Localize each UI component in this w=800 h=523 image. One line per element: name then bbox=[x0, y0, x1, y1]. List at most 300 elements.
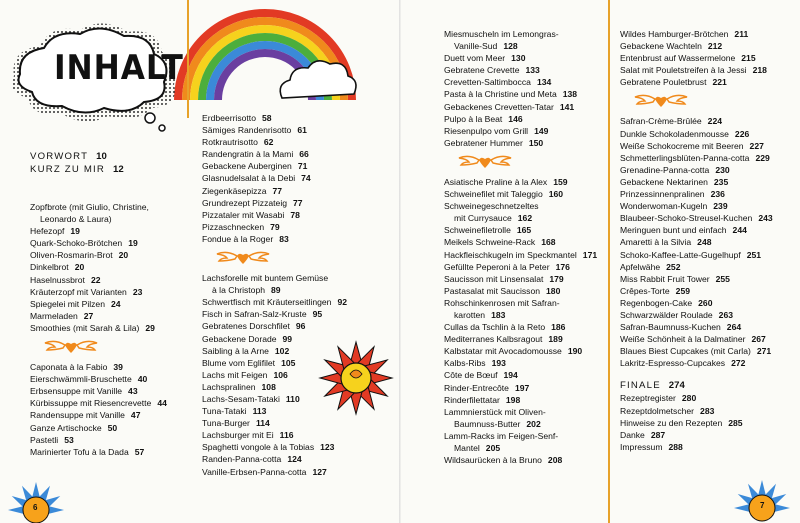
toc-entry-title: Salat mit Pouletstreifen à la Jessi bbox=[620, 65, 747, 76]
toc-entry-title: Crêpes-Torte bbox=[620, 285, 670, 296]
toc-entry-title: Marinierter Tofu à la Dada bbox=[30, 446, 129, 457]
toc-entry[interactable] bbox=[202, 417, 392, 429]
toc-entry-title: Blaubeer-Schoko-Streusel-Kuchen bbox=[620, 213, 753, 224]
toc-entry-page: 123 bbox=[320, 442, 335, 453]
page-number-left: 6 bbox=[33, 503, 38, 512]
toc-entry-page: 212 bbox=[707, 41, 723, 52]
toc-entry-title: Mantel bbox=[454, 443, 480, 453]
toc-entry-title: Grenadine-Panna-cotta bbox=[620, 164, 710, 175]
toc-entry-title: Meringuen bunt und einfach bbox=[620, 225, 727, 236]
toc-entry[interactable] bbox=[444, 224, 609, 236]
toc-entry-title: Hefezopf bbox=[30, 226, 65, 237]
toc-entry-title: Haselnussbrot bbox=[30, 274, 85, 285]
toc-entry[interactable] bbox=[444, 137, 609, 149]
toc-entry[interactable] bbox=[444, 273, 609, 285]
toc-entry-title: Quark-Schoko-Brötchen bbox=[30, 238, 123, 249]
toc-entry-title: Safran-Crème-Brûlée bbox=[620, 116, 702, 127]
toc-entry-page: 160 bbox=[548, 189, 564, 200]
toc-entry-title: Zopfbrote (mit Giulio, Christine, bbox=[30, 202, 149, 212]
toc-entry[interactable] bbox=[202, 148, 392, 160]
toc-entry-page: 227 bbox=[749, 140, 764, 151]
toc-entry-page: 287 bbox=[650, 429, 666, 440]
toc-entry-title: Ziegenkäsepizza bbox=[202, 185, 267, 196]
toc-entry-page: 20 bbox=[74, 262, 85, 273]
toc-entry-page: 272 bbox=[731, 358, 746, 369]
toc-column-3 bbox=[444, 28, 609, 466]
toc-entry[interactable] bbox=[620, 115, 798, 127]
toc-entry-page: 133 bbox=[525, 65, 540, 76]
toc-column-2 bbox=[202, 112, 392, 478]
toc-entry-title: Sämiges Randenrisotto bbox=[202, 125, 292, 136]
toc-entry-page: 124 bbox=[287, 454, 302, 465]
toc-entry[interactable] bbox=[444, 212, 609, 224]
toc-entry[interactable] bbox=[202, 320, 392, 332]
toc-entry-page: 193 bbox=[491, 358, 506, 369]
toc-entry[interactable] bbox=[620, 405, 798, 417]
toc-entry-page: 205 bbox=[485, 443, 501, 453]
toc-section-vorwort[interactable]: VORWORT 10 bbox=[30, 151, 107, 162]
right-page bbox=[400, 0, 800, 523]
toc-entry-page: 271 bbox=[756, 346, 772, 357]
toc-entry[interactable] bbox=[202, 160, 392, 172]
toc-entry-page: 19 bbox=[128, 238, 138, 249]
toc-entry-title: Asiatische Praline à la Alex bbox=[444, 176, 548, 187]
toc-entry[interactable] bbox=[30, 310, 180, 322]
toc-entry[interactable] bbox=[30, 322, 180, 334]
toc-entry-title: mit Currysauce bbox=[454, 213, 512, 224]
toc-entry-title: Hinweise zu den Rezepten bbox=[620, 417, 723, 428]
toc-entry[interactable] bbox=[620, 297, 798, 309]
toc-entry-title: Weiße Schokocreme mit Beeren bbox=[620, 140, 744, 151]
toc-entry-title: Weiße Schönheit à la Dalmatiner bbox=[620, 334, 746, 345]
toc-entry[interactable] bbox=[30, 201, 180, 213]
toc-entry-title: Vanille-Sud bbox=[454, 41, 498, 52]
toc-entry[interactable] bbox=[202, 197, 392, 209]
toc-entry-page: 71 bbox=[297, 161, 308, 172]
toc-entry-title: Rezeptdolmetscher bbox=[620, 405, 695, 416]
toc-entry-page: 66 bbox=[299, 149, 309, 160]
toc-entry[interactable] bbox=[620, 285, 798, 297]
toc-entry-page: 40 bbox=[137, 374, 148, 385]
toc-entry-title: karotten bbox=[454, 309, 486, 320]
toc-entry-title: Caponata à la Fabio bbox=[30, 362, 108, 373]
toc-entry[interactable] bbox=[620, 152, 798, 164]
toc-entry-page: 264 bbox=[726, 322, 742, 333]
toc-entry-page: 77 bbox=[293, 197, 303, 208]
toc-entry-page: 57 bbox=[134, 446, 145, 457]
toc-entry[interactable] bbox=[444, 442, 609, 454]
toc-entry-page: 229 bbox=[755, 152, 770, 163]
toc-entry-title: Apfelwähe bbox=[620, 261, 661, 272]
toc-entry-title: Tuna-Burger bbox=[202, 418, 250, 429]
toc-entry[interactable] bbox=[444, 430, 609, 442]
toc-entry-title: Schweinefilet mit Taleggio bbox=[444, 189, 543, 200]
toc-entry-title: Schmetterlingsblüten-Panna-cotta bbox=[620, 152, 750, 163]
toc-entry-title: Meikels Schweine-Rack bbox=[444, 237, 536, 248]
sun-icon bbox=[6, 480, 66, 523]
toc-entry-page: 138 bbox=[562, 89, 578, 100]
toc-entry[interactable] bbox=[202, 136, 392, 148]
toc-entry-title: Fondue à la Roger bbox=[202, 233, 274, 244]
toc-entry[interactable] bbox=[444, 454, 609, 466]
toc-entry[interactable] bbox=[620, 321, 798, 333]
toc-entry[interactable] bbox=[30, 274, 180, 286]
toc-entry-title: Randengratin à la Mami bbox=[202, 149, 294, 160]
toc-entry-title: Pasta à la Christine und Meta bbox=[444, 89, 557, 100]
toc-entry-title: Riesenpulpo vom Grill bbox=[444, 125, 529, 136]
toc-entry-title: Miss Rabbit Fruit Tower bbox=[620, 273, 710, 284]
toc-entry-page: 79 bbox=[270, 221, 280, 232]
toc-entry-title: Rinderfilettatar bbox=[444, 394, 500, 405]
toc-entry-title: Pizzataler mit Wasabi bbox=[202, 209, 285, 220]
toc-entry-title: Gebackenes Crevetten-Tatar bbox=[444, 101, 554, 112]
toc-entry[interactable] bbox=[444, 200, 609, 212]
toc-section-kurz-zu-mir[interactable]: KURZ ZU MIR 12 bbox=[30, 164, 124, 175]
toc-entry[interactable] bbox=[30, 422, 180, 434]
toc-entry[interactable] bbox=[444, 309, 609, 321]
toc-entry[interactable] bbox=[202, 429, 392, 441]
toc-entry[interactable] bbox=[30, 261, 180, 273]
toc-entry[interactable] bbox=[620, 441, 798, 453]
toc-entry-page: 215 bbox=[741, 53, 756, 64]
toc-entry[interactable] bbox=[620, 28, 798, 40]
toc-entry[interactable] bbox=[444, 236, 609, 248]
toc-entry[interactable] bbox=[202, 112, 392, 124]
toc-entry[interactable] bbox=[620, 128, 798, 140]
toc-entry-page: 127 bbox=[312, 466, 327, 477]
toc-column-4 bbox=[620, 28, 798, 453]
toc-entry-page: 58 bbox=[261, 113, 272, 123]
toc-entry[interactable] bbox=[620, 236, 798, 248]
toc-entry[interactable] bbox=[620, 309, 798, 321]
toc-entry-page: 183 bbox=[491, 309, 506, 320]
toc-entry-page: 218 bbox=[752, 65, 767, 76]
toc-entry-page: 251 bbox=[746, 249, 762, 260]
toc-entry[interactable] bbox=[30, 249, 180, 261]
toc-entry-page: 50 bbox=[107, 422, 118, 433]
toc-entry-page: 128 bbox=[503, 41, 518, 52]
toc-entry-page: 74 bbox=[301, 173, 311, 184]
toc-entry[interactable] bbox=[30, 409, 180, 421]
toc-entry[interactable] bbox=[202, 172, 392, 184]
column-rule-left bbox=[187, 0, 189, 118]
toc-entry[interactable] bbox=[202, 308, 392, 320]
toc-entry[interactable] bbox=[202, 272, 392, 284]
toc-entry[interactable] bbox=[620, 212, 798, 224]
toc-entry[interactable] bbox=[444, 113, 609, 125]
toc-entry-page: 43 bbox=[128, 386, 138, 397]
toc-entry-title: Dinkelbrot bbox=[30, 262, 69, 273]
toc-entry[interactable] bbox=[444, 297, 609, 309]
toc-entry[interactable] bbox=[30, 237, 180, 249]
toc-entry-title: Gefüllte Peperoni à la Peter bbox=[444, 261, 550, 272]
toc-entry-title: Cullas da Tschlin à la Reto bbox=[444, 322, 546, 333]
toc-entry-page: 190 bbox=[567, 346, 583, 357]
toc-entry[interactable] bbox=[620, 224, 798, 236]
toc-entry[interactable] bbox=[444, 76, 609, 88]
toc-entry-title: Schwarzwälder Roulade bbox=[620, 309, 713, 320]
toc-entry-page: 116 bbox=[279, 430, 294, 441]
toc-entry[interactable] bbox=[30, 397, 180, 409]
toc-entry[interactable] bbox=[444, 176, 609, 188]
toc-entry-page: 285 bbox=[728, 417, 743, 428]
toc-entry-title: Oliven-Rosmarin-Brot bbox=[30, 250, 113, 261]
toc-entry[interactable] bbox=[444, 40, 609, 52]
toc-entry[interactable] bbox=[620, 164, 798, 176]
toc-section-finale[interactable]: FINALE 274 bbox=[620, 380, 685, 392]
toc-entry[interactable] bbox=[30, 225, 180, 237]
toc-entry[interactable] bbox=[202, 221, 392, 233]
toc-entry-page: 61 bbox=[297, 125, 307, 136]
toc-entry-title: Saucisson mit Linsensalat bbox=[444, 273, 544, 284]
toc-entry[interactable] bbox=[444, 88, 609, 100]
toc-entry[interactable] bbox=[444, 188, 609, 200]
toc-entry-page: 224 bbox=[707, 116, 723, 127]
toc-entry-title: Entenbrust auf Wassermelone bbox=[620, 53, 736, 64]
toc-entry[interactable] bbox=[202, 453, 392, 465]
toc-entry-title: Erdbeerrisotto bbox=[202, 113, 256, 123]
toc-entry-title: Glasnudelsalat à la Debi bbox=[202, 173, 296, 184]
toc-entry[interactable] bbox=[30, 373, 180, 385]
toc-entry[interactable] bbox=[444, 52, 609, 64]
toc-entry-page: 19 bbox=[70, 226, 80, 237]
toc-entry-title: Dunkle Schokoladenmousse bbox=[620, 128, 729, 139]
toc-entry-page: 110 bbox=[285, 393, 300, 404]
toc-entry-page: 239 bbox=[713, 201, 728, 212]
toc-entry-page: 288 bbox=[668, 441, 683, 452]
toc-entry-page: 243 bbox=[758, 213, 773, 224]
toc-entry[interactable] bbox=[620, 357, 798, 369]
toc-entry[interactable] bbox=[202, 441, 392, 453]
toc-entry-page: 134 bbox=[536, 77, 552, 88]
toc-entry[interactable] bbox=[202, 124, 392, 136]
toc-entry-title: Schoko-Kaffee-Latte-Gugelhupf bbox=[620, 249, 741, 260]
toc-entry[interactable] bbox=[444, 249, 609, 261]
toc-entry-title: Baumnuss-Butter bbox=[454, 418, 521, 429]
toc-entry-page: 236 bbox=[710, 189, 725, 200]
toc-entry-title: Schwertfisch mit Kräuterseitlingen bbox=[202, 297, 332, 308]
toc-entry-title: Blume vom Eglifilet bbox=[202, 357, 276, 368]
toc-entry[interactable] bbox=[202, 185, 392, 197]
toc-entry-title: Gebackene Dorade bbox=[202, 333, 277, 344]
toc-entry-page: 27 bbox=[83, 310, 94, 321]
toc-entry-title: Wildes Hamburger-Brötchen bbox=[620, 29, 729, 39]
toc-entry-page: 280 bbox=[681, 393, 697, 404]
toc-entry[interactable] bbox=[620, 188, 798, 200]
toc-entry[interactable] bbox=[620, 333, 798, 345]
toc-entry-page: 106 bbox=[273, 369, 288, 380]
toc-entry-title: Regenbogen-Cake bbox=[620, 297, 693, 308]
toc-entry-title: Rotkrautrisotto bbox=[202, 137, 258, 148]
toc-entry[interactable] bbox=[202, 209, 392, 221]
toc-entry-title: Gebackene Wachteln bbox=[620, 41, 702, 52]
toc-entry-title: Blaues Biest Cupcakes (mit Carla) bbox=[620, 346, 751, 357]
toc-entry[interactable] bbox=[30, 298, 180, 310]
toc-entry[interactable] bbox=[444, 382, 609, 394]
toc-entry[interactable] bbox=[620, 176, 798, 188]
toc-entry-page: 162 bbox=[517, 213, 533, 224]
toc-entry-page: 105 bbox=[281, 357, 296, 368]
toc-entry-page: 283 bbox=[700, 405, 715, 416]
winged-heart-icon bbox=[458, 153, 512, 171]
toc-entry[interactable] bbox=[444, 406, 609, 418]
toc-entry-page: 211 bbox=[734, 29, 749, 39]
toc-entry-title: Pastasalat mit Saucisson bbox=[444, 285, 541, 296]
toc-entry[interactable] bbox=[444, 345, 609, 357]
toc-entry[interactable] bbox=[202, 284, 392, 296]
toc-entry-title: Kräuterzopf mit Varianten bbox=[30, 286, 127, 297]
toc-entry-page: 102 bbox=[274, 345, 290, 356]
toc-entry[interactable] bbox=[444, 394, 609, 406]
toc-entry-title: Schweinegeschnetzeltes bbox=[444, 201, 539, 212]
toc-entry[interactable] bbox=[620, 76, 798, 88]
toc-entry-title: Rezeptregister bbox=[620, 393, 676, 404]
toc-entry-page: 165 bbox=[516, 225, 532, 236]
toc-entry-page: 194 bbox=[503, 370, 518, 381]
toc-entry[interactable] bbox=[620, 273, 798, 285]
toc-entry[interactable] bbox=[444, 369, 609, 381]
toc-entry-page: 96 bbox=[295, 321, 306, 332]
toc-entry-title: Mediterranes Kalbsragout bbox=[444, 334, 543, 345]
toc-entry-title: Fisch in Safran-Salz-Kruste bbox=[202, 309, 307, 320]
toc-entry-page: 146 bbox=[508, 113, 523, 124]
toc-entry[interactable] bbox=[620, 200, 798, 212]
toc-entry[interactable] bbox=[620, 64, 798, 76]
toc-entry-page: 44 bbox=[157, 398, 167, 409]
toc-entry[interactable] bbox=[30, 361, 180, 373]
toc-entry[interactable] bbox=[620, 261, 798, 273]
toc-entry-page: 130 bbox=[511, 53, 526, 64]
toc-entry[interactable] bbox=[444, 101, 609, 113]
toc-entry-page: 23 bbox=[132, 286, 143, 297]
toc-entry[interactable] bbox=[444, 64, 609, 76]
toc-entry[interactable] bbox=[444, 125, 609, 137]
toc-entry-page: 259 bbox=[675, 285, 691, 296]
toc-entry-page: 113 bbox=[252, 406, 267, 417]
toc-entry-page: 179 bbox=[549, 273, 564, 284]
toc-entry-page: 171 bbox=[582, 249, 598, 260]
toc-entry[interactable] bbox=[444, 28, 609, 40]
toc-entry[interactable] bbox=[202, 233, 392, 245]
toc-entry[interactable] bbox=[30, 385, 180, 397]
toc-entry-title: Safran-Baumnuss-Kuchen bbox=[620, 322, 721, 333]
toc-entry-title: Smoothies (mit Sarah & Lila) bbox=[30, 322, 140, 333]
toc-entry[interactable] bbox=[202, 296, 392, 308]
toc-entry-page: 189 bbox=[548, 334, 563, 345]
toc-entry-page: 235 bbox=[713, 176, 729, 187]
toc-entry-page: 202 bbox=[526, 418, 541, 429]
toc-entry-page: 141 bbox=[559, 101, 575, 112]
winged-heart-icon bbox=[44, 338, 98, 356]
toc-entry[interactable] bbox=[202, 466, 392, 478]
toc-entry-page: 255 bbox=[715, 273, 730, 284]
toc-entry[interactable] bbox=[620, 417, 798, 429]
toc-entry-page: 230 bbox=[715, 164, 730, 175]
toc-entry-page: 89 bbox=[271, 285, 281, 296]
toc-entry[interactable] bbox=[620, 40, 798, 52]
toc-entry[interactable] bbox=[30, 286, 180, 298]
toc-entry-page: 180 bbox=[546, 285, 561, 296]
toc-entry-page: 244 bbox=[732, 225, 747, 236]
toc-entry-title: Miesmuscheln im Lemongras- bbox=[444, 29, 559, 39]
toc-entry-page: 149 bbox=[534, 125, 549, 136]
toc-entry-page: 77 bbox=[272, 185, 283, 196]
toc-entry-page: 20 bbox=[118, 250, 129, 261]
toc-entry-page: 186 bbox=[551, 322, 566, 333]
toc-entry[interactable] bbox=[620, 345, 798, 357]
sun-flower-illustration bbox=[318, 340, 394, 416]
toc-entry-title: Pizzaschnecken bbox=[202, 221, 265, 232]
toc-entry[interactable] bbox=[444, 285, 609, 297]
toc-entry-page: 53 bbox=[64, 434, 74, 445]
toc-entry-page: 198 bbox=[505, 394, 521, 405]
toc-entry-page: 29 bbox=[145, 322, 155, 333]
toc-entry-page: 208 bbox=[547, 455, 563, 466]
toc-entry-title: Rinder-Entrecôte bbox=[444, 382, 509, 393]
toc-entry-title: Lachs-Sesam-Tataki bbox=[202, 393, 280, 404]
toc-entry-title: Rohschinkenrosen mit Safran- bbox=[444, 297, 560, 308]
toc-entry[interactable] bbox=[30, 434, 180, 446]
toc-entry-title: Gebratenes Dorschfilet bbox=[202, 321, 290, 332]
toc-entry[interactable] bbox=[620, 429, 798, 441]
toc-entry-title: Wildsaurücken à la Bruno bbox=[444, 455, 542, 466]
toc-entry[interactable] bbox=[620, 392, 798, 404]
winged-heart-icon bbox=[634, 92, 688, 110]
toc-entry[interactable] bbox=[620, 249, 798, 261]
toc-entry-title: Randensuppe mit Vanille bbox=[30, 410, 125, 421]
toc-entry-title: Pulpo à la Beat bbox=[444, 113, 503, 124]
toc-entry-title: Gebratene Pouletbrust bbox=[620, 77, 707, 88]
toc-entry-title: Côte de Bœuf bbox=[444, 370, 498, 381]
toc-entry-title: Spiegelei mit Pilzen bbox=[30, 298, 105, 309]
toc-entry-page: 267 bbox=[751, 334, 766, 345]
toc-entry-page: 263 bbox=[718, 309, 734, 320]
toc-entry[interactable] bbox=[444, 333, 609, 345]
toc-entry[interactable] bbox=[30, 213, 180, 225]
toc-entry-page: 226 bbox=[734, 128, 750, 139]
toc-entry-title: Impressum bbox=[620, 441, 663, 452]
toc-entry-title: Saibling à la Arne bbox=[202, 345, 269, 356]
toc-entry-title: Eierschwämmli-Bruschette bbox=[30, 374, 132, 385]
toc-entry-title: Marmeladen bbox=[30, 310, 78, 321]
toc-entry-title: Gebratene Crevette bbox=[444, 65, 520, 76]
toc-entry[interactable] bbox=[444, 321, 609, 333]
toc-entry-title: Grundrezept Pizzateig bbox=[202, 197, 288, 208]
toc-entry[interactable] bbox=[30, 446, 180, 458]
toc-entry-title: Kalbstatar mit Avocadomousse bbox=[444, 346, 562, 357]
toc-entry-page: 22 bbox=[90, 274, 101, 285]
toc-entry[interactable] bbox=[444, 418, 609, 430]
page-number-right: 7 bbox=[760, 501, 765, 510]
toc-entry-title: Pastetli bbox=[30, 434, 59, 445]
toc-entry-title: Hackfleischkugeln im Speckmantel bbox=[444, 249, 577, 260]
toc-entry-title: Kalbs-Ribs bbox=[444, 358, 486, 369]
toc-entry[interactable] bbox=[620, 140, 798, 152]
toc-entry-title: Prinzessinnenpralinen bbox=[620, 189, 705, 200]
toc-entry-page: 150 bbox=[528, 137, 544, 148]
toc-entry-title: à la Christoph bbox=[212, 285, 266, 296]
toc-entry-page: 252 bbox=[666, 261, 681, 272]
toc-entry-title: Lammnierstück mit Oliven- bbox=[444, 406, 546, 417]
toc-entry-page: 95 bbox=[312, 309, 323, 320]
toc-entry[interactable] bbox=[620, 52, 798, 64]
toc-entry[interactable] bbox=[444, 357, 609, 369]
toc-entry[interactable] bbox=[444, 261, 609, 273]
toc-entry-page: 159 bbox=[553, 176, 568, 187]
toc-entry-page: 108 bbox=[261, 381, 276, 392]
toc-entry-title: Gebackene Nektarinen bbox=[620, 176, 708, 187]
toc-entry-page: 24 bbox=[111, 298, 121, 309]
